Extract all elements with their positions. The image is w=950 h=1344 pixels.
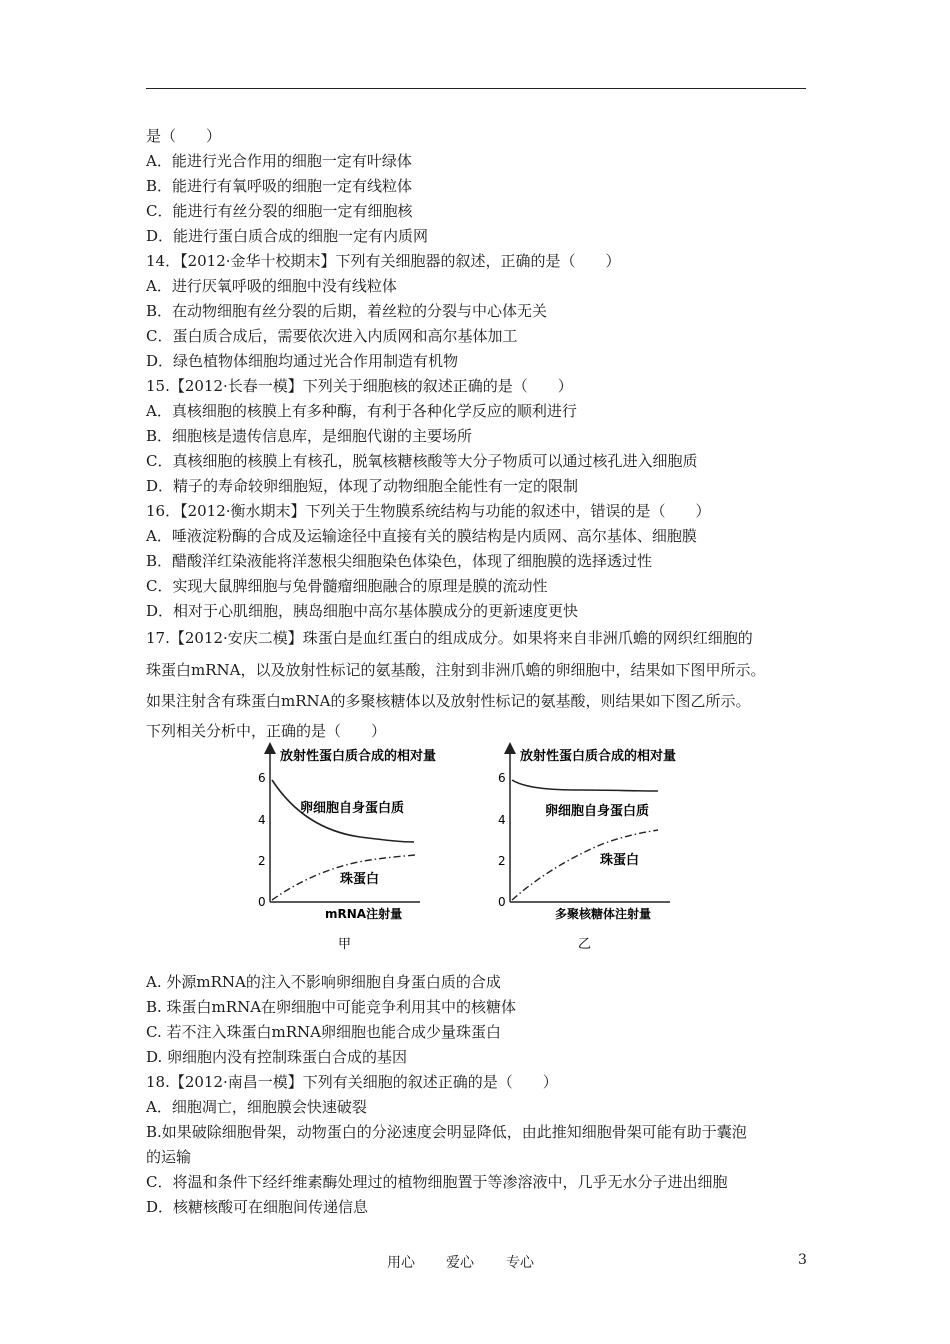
q17-option-d: D. 卵细胞内没有控制珠蛋白合成的基因 (146, 1048, 408, 1066)
q14-option-d: D．绿色植物体细胞均通过光合作用制造有机物 (146, 352, 459, 370)
q18-option-a: A．细胞凋亡，细胞膜会快速破裂 (146, 1098, 367, 1116)
panel-a-ytick-2: 2 (258, 854, 266, 868)
panel-a-curve1-label: 卵细胞自身蛋白质 (300, 801, 405, 816)
panel-b-curve1-label: 卵细胞自身蛋白质 (545, 804, 650, 819)
panel-b-ytick-2: 2 (498, 854, 506, 868)
q18-option-b: B.如果破除细胞骨架，动物蛋白的分泌速度会明显降低，由此推知细胞骨架可能有助于囊泡 (146, 1123, 747, 1141)
panel-b-xlabel: 多聚核糖体注射量 (555, 907, 652, 921)
panel-b-ylabel: 放射性蛋白质合成的相对量 (520, 749, 677, 764)
q17-figure (240, 740, 710, 960)
q15-stem: 15.【2012·长春一模】下列关于细胞核的叙述正确的是（ ） (146, 377, 573, 395)
q18-option-b-cont: 的运输 (146, 1148, 192, 1166)
q16-option-d: D．相对于心肌细胞，胰岛细胞中高尔基体膜成分的更新速度更快 (146, 602, 579, 620)
q15-option-d: D．精子的寿命较卵细胞短，体现了动物细胞全能性有一定的限制 (146, 477, 579, 495)
q13-option-c: C．能进行有丝分裂的细胞一定有细胞核 (146, 202, 413, 220)
q16-option-a: A．唾液淀粉酶的合成及运输途径中直接有关的膜结构是内质网、高尔基体、细胞膜 (146, 527, 697, 545)
q17-stem-line-1: 17.【2012·安庆二模】珠蛋白是血红蛋白的组成成分。如果将来自非洲爪蟾的网织红细胞的 (146, 629, 753, 647)
q13-stem-tail: 是（ ） (146, 127, 222, 145)
q17-option-b: B. 珠蛋白mRNA在卵细胞中可能竞争利用其中的核糖体 (146, 998, 517, 1016)
q16-option-b: B．醋酸洋红染液能将洋葱根尖细胞染色体染色，体现了细胞膜的选择透过性 (146, 552, 653, 570)
panel-a-xlabel: mRNA注射量 (325, 907, 403, 921)
q14-option-a: A．进行厌氧呼吸的细胞中没有线粒体 (146, 277, 397, 295)
q17-option-a: A. 外源mRNA的注入不影响卵细胞自身蛋白质的合成 (146, 973, 501, 991)
panel-a-ytick-6: 6 (258, 771, 266, 785)
panel-b-name: 乙 (578, 937, 592, 952)
q16-option-c: C．实现大鼠脾细胞与兔骨髓瘤细胞融合的原理是膜的流动性 (146, 577, 548, 595)
q17-stem-line-2: 珠蛋白mRNA，以及放射性标记的氨基酸，注射到非洲爪蟾的卵细胞中，结果如下图甲所示。 (146, 661, 766, 679)
panel-b-ytick-6: 6 (498, 771, 506, 785)
q18-stem: 18.【2012·南昌一模】下列有关细胞的叙述正确的是（ ） (146, 1073, 558, 1091)
panel-a-ytick-4: 4 (258, 813, 266, 827)
q16-stem: 16．【2012·衡水期末】下列关于生物膜系统结构与功能的叙述中，错误的是（ ） (146, 502, 711, 520)
q14-option-b: B．在动物细胞有丝分裂的后期，着丝粒的分裂与中心体无关 (146, 302, 548, 320)
q14-option-c: C．蛋白质合成后，需要依次进入内质网和高尔基体加工 (146, 327, 518, 345)
panel-b-ytick-4: 4 (498, 813, 506, 827)
panel-b-curve-own-protein (512, 780, 658, 791)
panel-a-ytick-0: 0 (258, 895, 266, 909)
panel-b (498, 748, 676, 952)
q13-option-d: D．能进行蛋白质合成的细胞一定有内质网 (146, 227, 429, 245)
q18-option-d: D．核糖核酸可在细胞间传递信息 (146, 1198, 369, 1216)
panel-a (258, 748, 436, 952)
page-number: 3 (798, 1252, 807, 1268)
q15-option-c: C．真核细胞的核膜上有核孔，脱氧核糖核酸等大分子物质可以通过核孔进入细胞质 (146, 452, 698, 470)
footer-motto-3: 专心 (506, 1255, 534, 1271)
q15-option-b: B．细胞核是遗传信息库，是细胞代谢的主要场所 (146, 427, 473, 445)
panel-a-curve2-label: 珠蛋白 (340, 872, 380, 887)
footer-motto-2: 爱心 (446, 1255, 474, 1271)
q17-figure-svg (240, 740, 710, 960)
panel-a-ylabel: 放射性蛋白质合成的相对量 (280, 749, 437, 764)
panel-b-curve2-label: 珠蛋白 (600, 853, 640, 868)
q13-option-a: A．能进行光合作用的细胞一定有叶绿体 (146, 152, 412, 170)
q14-stem: 14．【2012·金华十校期末】下列有关细胞器的叙述，正确的是（ ） (146, 252, 621, 270)
q15-option-a: A．真核细胞的核膜上有多种酶，有利于各种化学反应的顺利进行 (146, 402, 577, 420)
panel-a-name: 甲 (338, 937, 352, 952)
footer-motto-1: 用心 (387, 1255, 415, 1271)
q17-stem-line-3: 如果注射含有珠蛋白mRNA的多聚核糖体以及放射性标记的氨基酸，则结果如下图乙所示。 (146, 692, 751, 710)
q17-stem-line-4: 下列相关分析中，正确的是（ ） (146, 722, 387, 740)
q17-option-c: C. 若不注入珠蛋白mRNA卵细胞也能合成少量珠蛋白 (146, 1023, 501, 1041)
panel-b-ytick-0: 0 (498, 895, 506, 909)
q13-option-b: B．能进行有氧呼吸的细胞一定有线粒体 (146, 177, 413, 195)
q18-option-c: C．将温和条件下经纤维素酶处理过的植物细胞置于等渗溶液中，几乎无水分子进出细胞 (146, 1173, 728, 1191)
header-rule (146, 88, 806, 89)
